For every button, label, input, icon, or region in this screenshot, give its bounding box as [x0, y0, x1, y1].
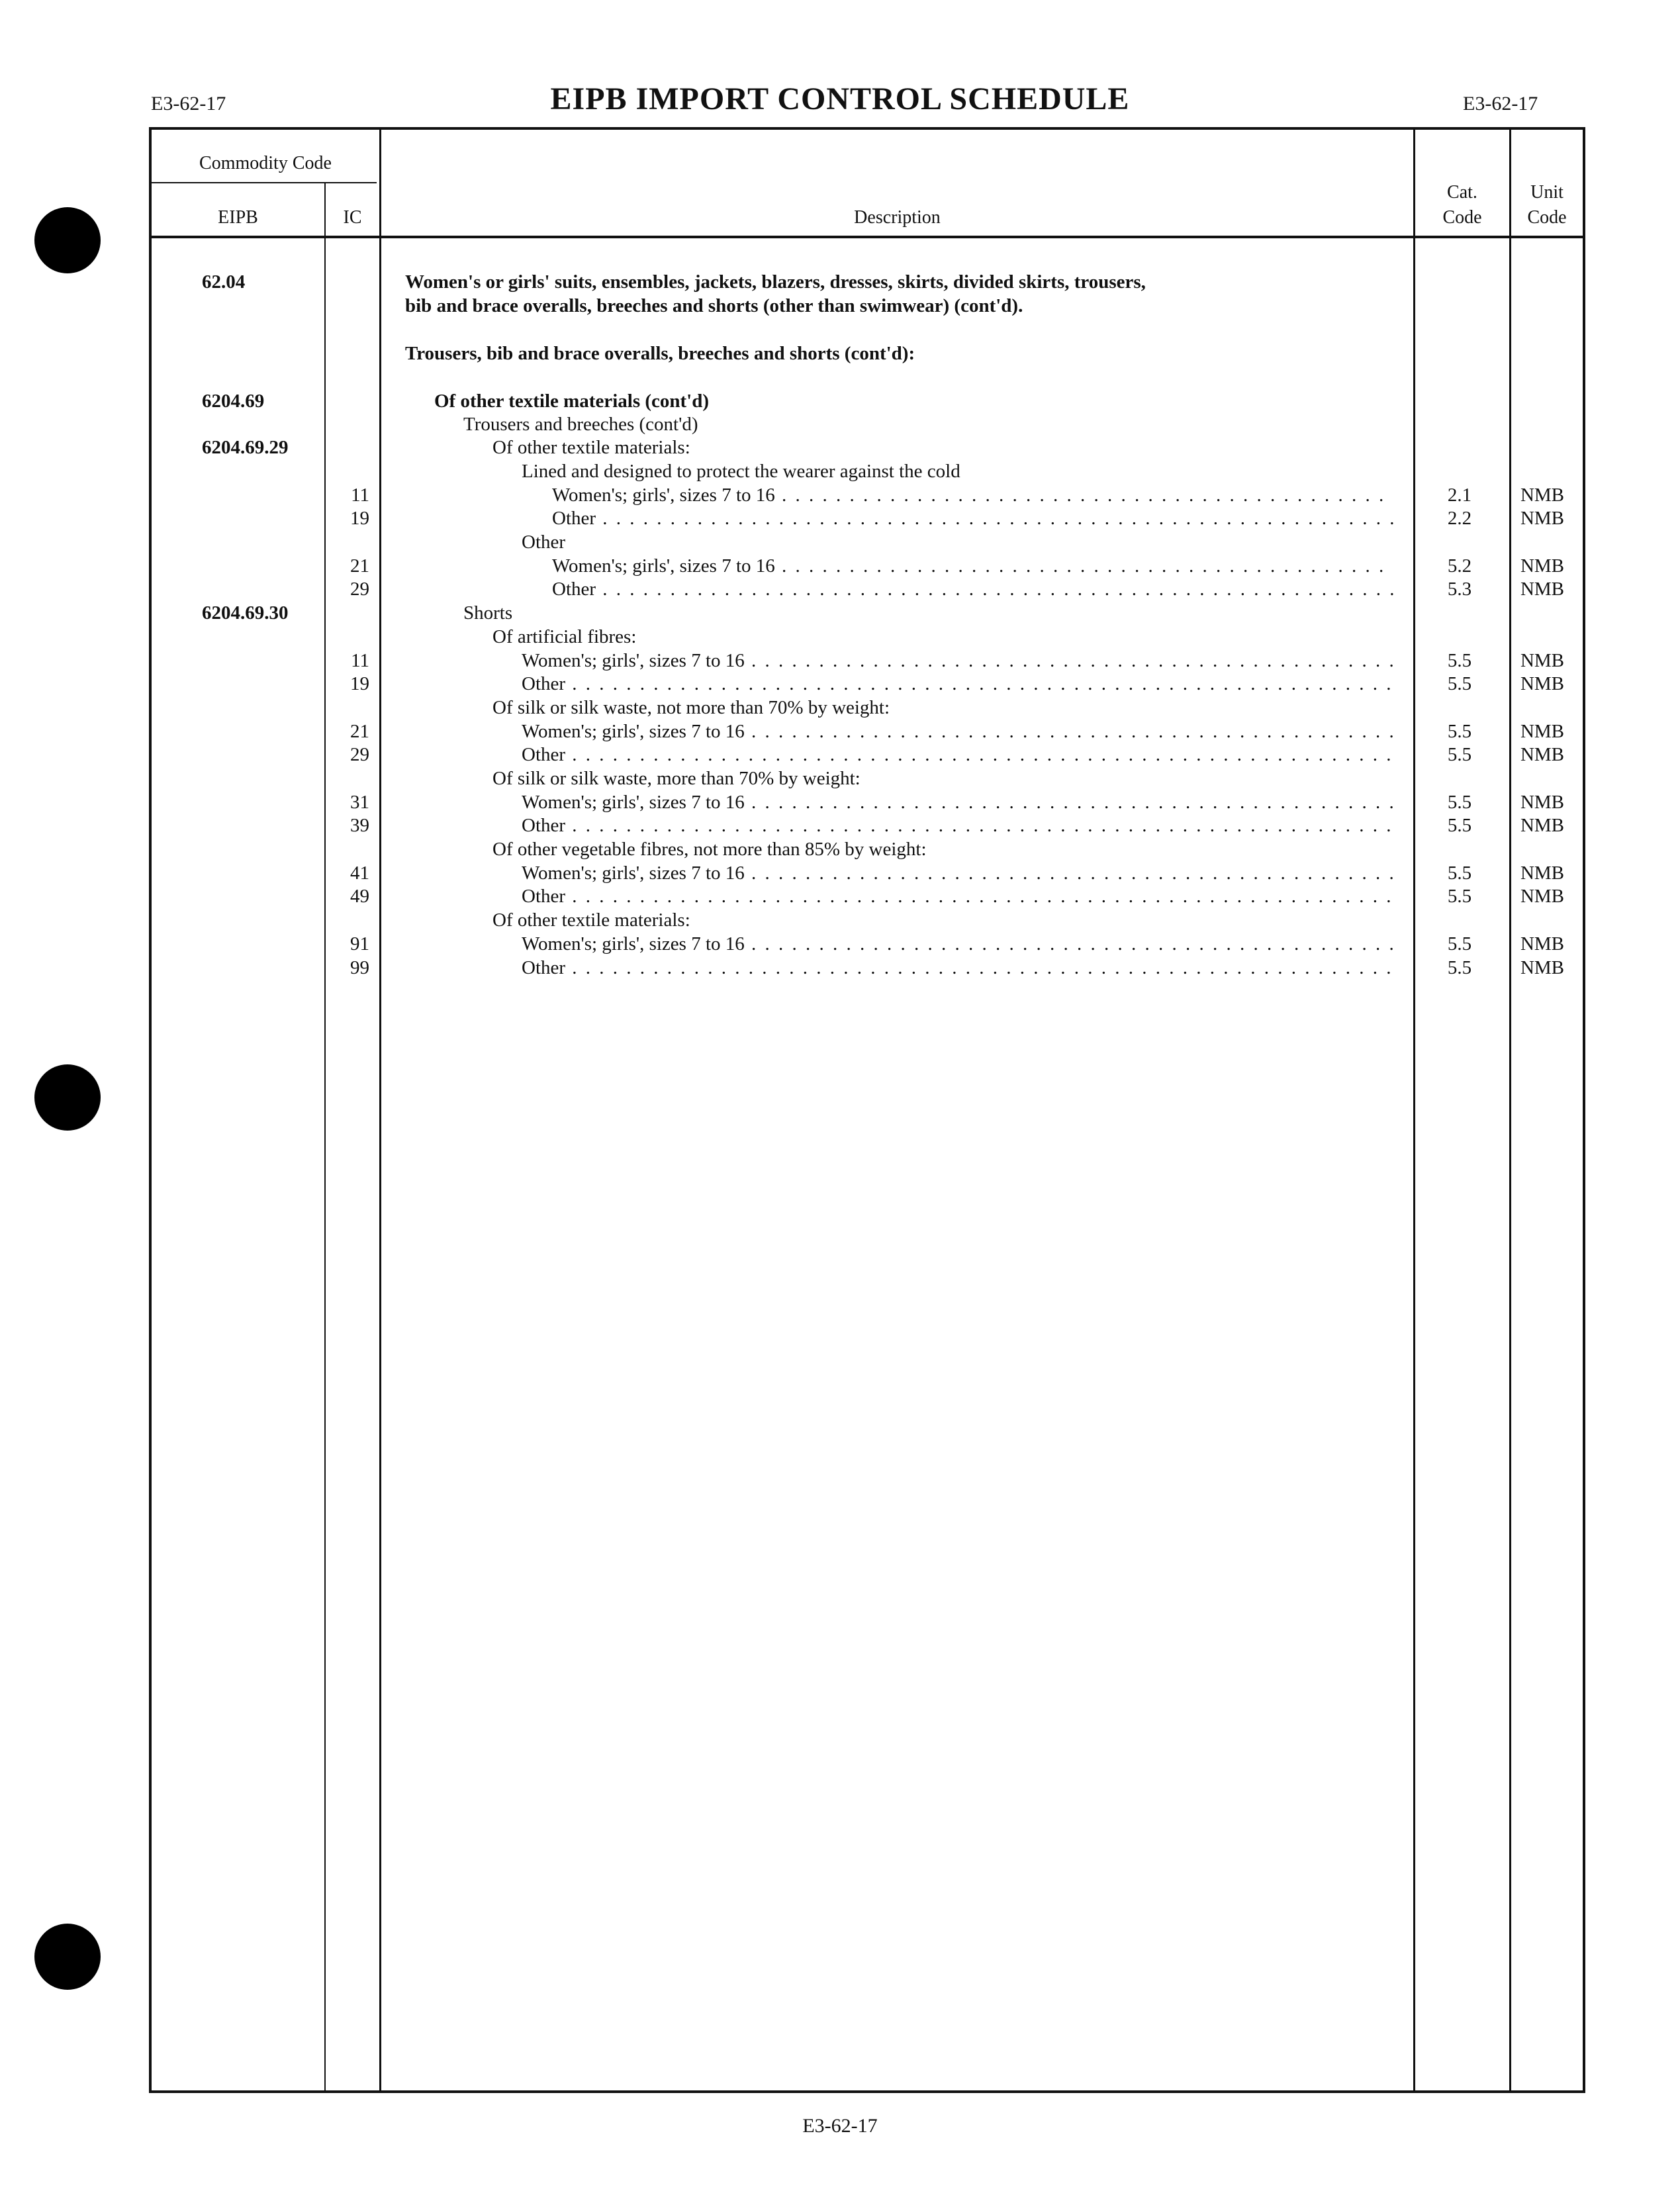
description [522, 956, 1393, 980]
dot-leader [745, 792, 1393, 813]
description [405, 342, 1393, 365]
description [405, 270, 1393, 294]
table-bottom-border [149, 2090, 1585, 2093]
description-text: Other [522, 532, 566, 553]
footer-page-code: E3-62-17 [802, 2115, 878, 2137]
unit-code: NMB [1520, 792, 1565, 813]
description-text: Other [552, 579, 596, 600]
description-text: Other [522, 673, 566, 694]
table-row [0, 837, 1680, 861]
table-row [0, 696, 1680, 720]
description [522, 790, 1393, 814]
dot-leader [565, 673, 1393, 694]
cat-code: 5.5 [1447, 957, 1472, 978]
description [492, 625, 1393, 649]
unit-code: NMB [1520, 485, 1565, 506]
dot-leader [745, 933, 1393, 955]
cat-code: 2.1 [1447, 485, 1472, 506]
description-text: Women's; girls', sizes 7 to 16 [522, 792, 745, 813]
table-row [0, 483, 1680, 507]
description-text: Women's or girls' suits, ensembles, jackets, blazers, dresses, skirts, divided skirts, trousers, [405, 271, 1146, 293]
table-row [0, 554, 1680, 578]
description [463, 412, 1393, 436]
table-row [0, 908, 1680, 932]
table-row [0, 506, 1680, 530]
cat-code: 5.5 [1447, 886, 1472, 907]
description-text: Of other textile materials: [492, 437, 690, 458]
table-row [0, 720, 1680, 743]
table-row [0, 743, 1680, 767]
cat-code: 5.5 [1447, 815, 1472, 836]
punch-hole-top [34, 207, 101, 273]
table-row [0, 294, 1680, 318]
cat-code: 5.5 [1447, 933, 1472, 955]
ic-code: 29 [350, 744, 369, 765]
description [522, 884, 1393, 908]
unit-code: NMB [1520, 886, 1565, 907]
description [522, 814, 1393, 837]
description-text: Other [522, 815, 566, 836]
description-text: Women's; girls', sizes 7 to 16 [552, 485, 775, 506]
dot-leader [596, 508, 1393, 529]
cat-code: 2.2 [1447, 508, 1472, 529]
unit-code: NMB [1520, 673, 1565, 694]
commodity-code-underline [152, 182, 377, 183]
unit-code: NMB [1520, 555, 1565, 577]
description [492, 696, 1393, 720]
description [492, 837, 1393, 861]
table-row [0, 956, 1680, 980]
table-row [0, 649, 1680, 673]
table-row [0, 577, 1680, 601]
table-row [0, 814, 1680, 837]
column-header-cat-code: Cat. Code [1442, 182, 1482, 228]
dot-leader [775, 555, 1393, 577]
column-header-ic: IC [343, 207, 362, 228]
dot-leader [745, 721, 1393, 742]
description-text: Of artificial fibres: [492, 626, 637, 647]
table-row [0, 672, 1680, 696]
ic-code: 29 [350, 579, 369, 600]
ic-code: 19 [350, 508, 369, 529]
dot-leader [596, 579, 1393, 600]
cat-code: 5.5 [1447, 792, 1472, 813]
description-text: Shorts [463, 602, 513, 624]
unit-code: NMB [1520, 933, 1565, 955]
column-header-unit-code: Unit Code [1527, 182, 1567, 228]
description-text: Of other textile materials (cont'd) [434, 391, 710, 412]
table-row [0, 790, 1680, 814]
description [522, 932, 1393, 956]
table-row [0, 270, 1680, 294]
description [434, 389, 1393, 413]
description [405, 294, 1393, 318]
description-text: Other [522, 744, 566, 765]
table-row [0, 436, 1680, 459]
eipb-code: 62.04 [202, 271, 246, 293]
cat-code: 5.5 [1447, 744, 1472, 765]
header-divider [149, 236, 1585, 238]
description-text: Other [522, 886, 566, 907]
dot-leader [745, 650, 1393, 671]
description-text: Of other textile materials: [492, 910, 690, 931]
description-text: Women's; girls', sizes 7 to 16 [522, 721, 745, 742]
description [522, 649, 1393, 673]
table-row [0, 412, 1680, 436]
ic-code: 11 [351, 650, 369, 671]
description [492, 767, 1393, 790]
eipb-code: 6204.69 [202, 391, 265, 412]
description [522, 459, 1393, 483]
description [522, 530, 1393, 554]
description [552, 554, 1393, 578]
table-row [0, 342, 1680, 365]
table-row [0, 530, 1680, 554]
description [463, 601, 1393, 625]
cat-code: 5.2 [1447, 555, 1472, 577]
description-text: Other [552, 508, 596, 529]
unit-code: NMB [1520, 721, 1565, 742]
unit-code: NMB [1520, 957, 1565, 978]
unit-code: NMB [1520, 508, 1565, 529]
unit-code: NMB [1520, 815, 1565, 836]
description-text: Of silk or silk waste, more than 70% by weight: [492, 768, 861, 789]
column-header-description: Description [854, 207, 941, 228]
description [552, 483, 1393, 507]
table-row [0, 932, 1680, 956]
description-text: Trousers and breeches (cont'd) [463, 414, 698, 435]
page-title: EIPB IMPORT CONTROL SCHEDULE [550, 81, 1130, 117]
column-header-commodity-code: Commodity Code [199, 153, 332, 173]
eipb-code: 6204.69.29 [202, 437, 289, 458]
unit-code: NMB [1520, 579, 1565, 600]
description-text: bib and brace overalls, breeches and shorts (other than swimwear) (cont'd). [405, 295, 1023, 316]
dot-leader [565, 957, 1393, 978]
column-header-eipb: EIPB [218, 207, 258, 228]
table-row [0, 459, 1680, 483]
ic-code: 31 [350, 792, 369, 813]
ic-code: 21 [350, 555, 369, 577]
ic-code: 49 [350, 886, 369, 907]
description-text: Women's; girls', sizes 7 to 16 [522, 863, 745, 884]
ic-code: 21 [350, 721, 369, 742]
dot-leader [565, 886, 1393, 907]
table-row [0, 625, 1680, 649]
description [522, 861, 1393, 885]
table-row [0, 601, 1680, 625]
punch-hole-bottom [34, 1924, 101, 1990]
eipb-code: 6204.69.30 [202, 602, 289, 624]
table-row [0, 861, 1680, 885]
description-text: Of silk or silk waste, not more than 70% by weight: [492, 697, 890, 718]
table-row [0, 389, 1680, 413]
ic-code: 11 [351, 485, 369, 506]
table-row [0, 884, 1680, 908]
description [522, 720, 1393, 743]
dot-leader [745, 863, 1393, 884]
ic-code: 91 [350, 933, 369, 955]
header-code-right: E3-62-17 [1463, 93, 1538, 115]
description-text: Of other vegetable fibres, not more than 85% by weight: [492, 839, 927, 860]
cat-code: 5.5 [1447, 650, 1472, 671]
dot-leader [565, 744, 1393, 765]
description [552, 577, 1393, 601]
unit-code: NMB [1520, 744, 1565, 765]
description [492, 436, 1393, 459]
ic-code: 99 [350, 957, 369, 978]
description [552, 506, 1393, 530]
dot-leader [775, 485, 1393, 506]
description-text: Women's; girls', sizes 7 to 16 [522, 650, 745, 671]
unit-code: NMB [1520, 863, 1565, 884]
cat-code: 5.5 [1447, 721, 1472, 742]
description [522, 743, 1393, 767]
description-text: Trousers, bib and brace overalls, breeches and shorts (cont'd): [405, 343, 915, 364]
dot-leader [565, 815, 1393, 836]
cat-code: 5.5 [1447, 673, 1472, 694]
cat-code: 5.3 [1447, 579, 1472, 600]
ic-code: 41 [350, 863, 369, 884]
ic-code: 19 [350, 673, 369, 694]
description [522, 672, 1393, 696]
header-code-left: E3-62-17 [151, 93, 226, 115]
unit-code: NMB [1520, 650, 1565, 671]
table-row [0, 767, 1680, 790]
description-text: Lined and designed to protect the wearer against the cold [522, 461, 960, 482]
description [492, 908, 1393, 932]
description-text: Other [522, 957, 566, 978]
description-text: Women's; girls', sizes 7 to 16 [522, 933, 745, 955]
description-text: Women's; girls', sizes 7 to 16 [552, 555, 775, 577]
ic-code: 39 [350, 815, 369, 836]
table-top-border [149, 127, 1585, 130]
punch-hole-middle [34, 1064, 101, 1131]
cat-code: 5.5 [1447, 863, 1472, 884]
